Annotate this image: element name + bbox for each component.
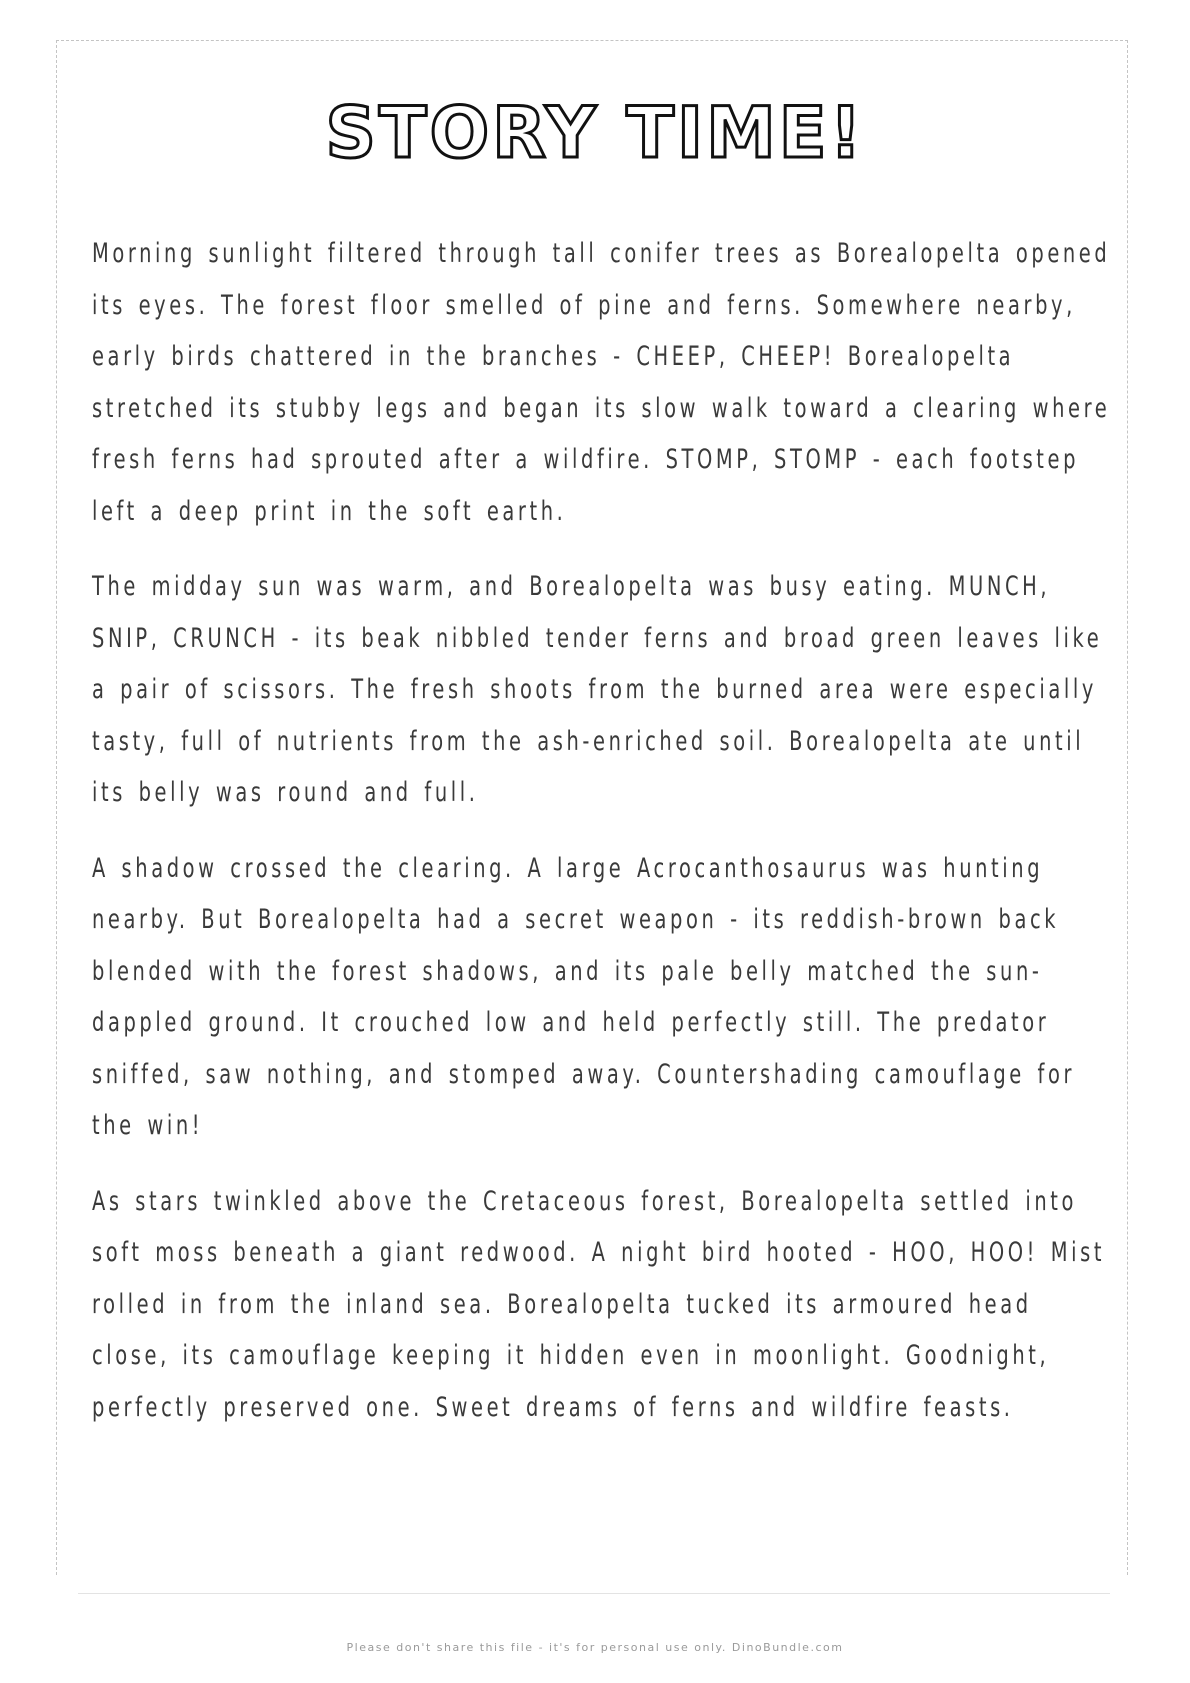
footer-divider [78, 1593, 1110, 1594]
story-paragraph-night: As stars twinkled above the Cretaceous forest, Borealopelta settled into soft moss beneath a giant redwood. A night bird hooted - HOO, HOO! Mist rolled in from the inland sea. Borealopelta tucked its armoured head close, its camouflage keeping it hidden even in moonlight. Goodnight, perfectly preserved one. Sweet dreams of ferns and wildfire feasts. [92, 1185, 1106, 1423]
story-paragraph-midday: The midday sun was warm, and Borealopelta was busy eating. MUNCH, SNIP, CRUNCH - its beak nibbled tender ferns and broad green leaves like a pair of scissors. The fresh shoots from the burned area were especially tasty, full of nutrients from the ash-enriched soil. Borealopelta ate until its belly was round and full. [92, 571, 1103, 808]
footer-notice: Please don't share this file - it's for personal use only. DinoBundle.com [346, 1641, 844, 1654]
story-body [92, 228, 1122, 1457]
page-title: STORY TIME! [325, 92, 865, 174]
story-paragraph-predator: A shadow crossed the clearing. A large Acrocanthosaurus was hunting nearby. But Borealopelta had a secret weapon - its reddish-brown back blended with the forest shadows, and its pale belly matched the sun-dappled ground. It crouched low and held perfectly still. The predator sniffed, saw nothing, and stomped away. Countershading camouflage for the win! [92, 852, 1076, 1141]
story-paragraph-morning: Morning sunlight filtered through tall conifer trees as Borealopelta opened its eyes. The forest floor smelled of pine and ferns. Somewhere nearby, early birds chattered in the branches - CHEEP, CHEEP! Borealopelta stretched its stubby legs and began its slow walk toward a clearing where fresh ferns had sprouted after a wildfire. STOMP, STOMP - each footstep left a deep print in the soft earth. [92, 238, 1111, 527]
